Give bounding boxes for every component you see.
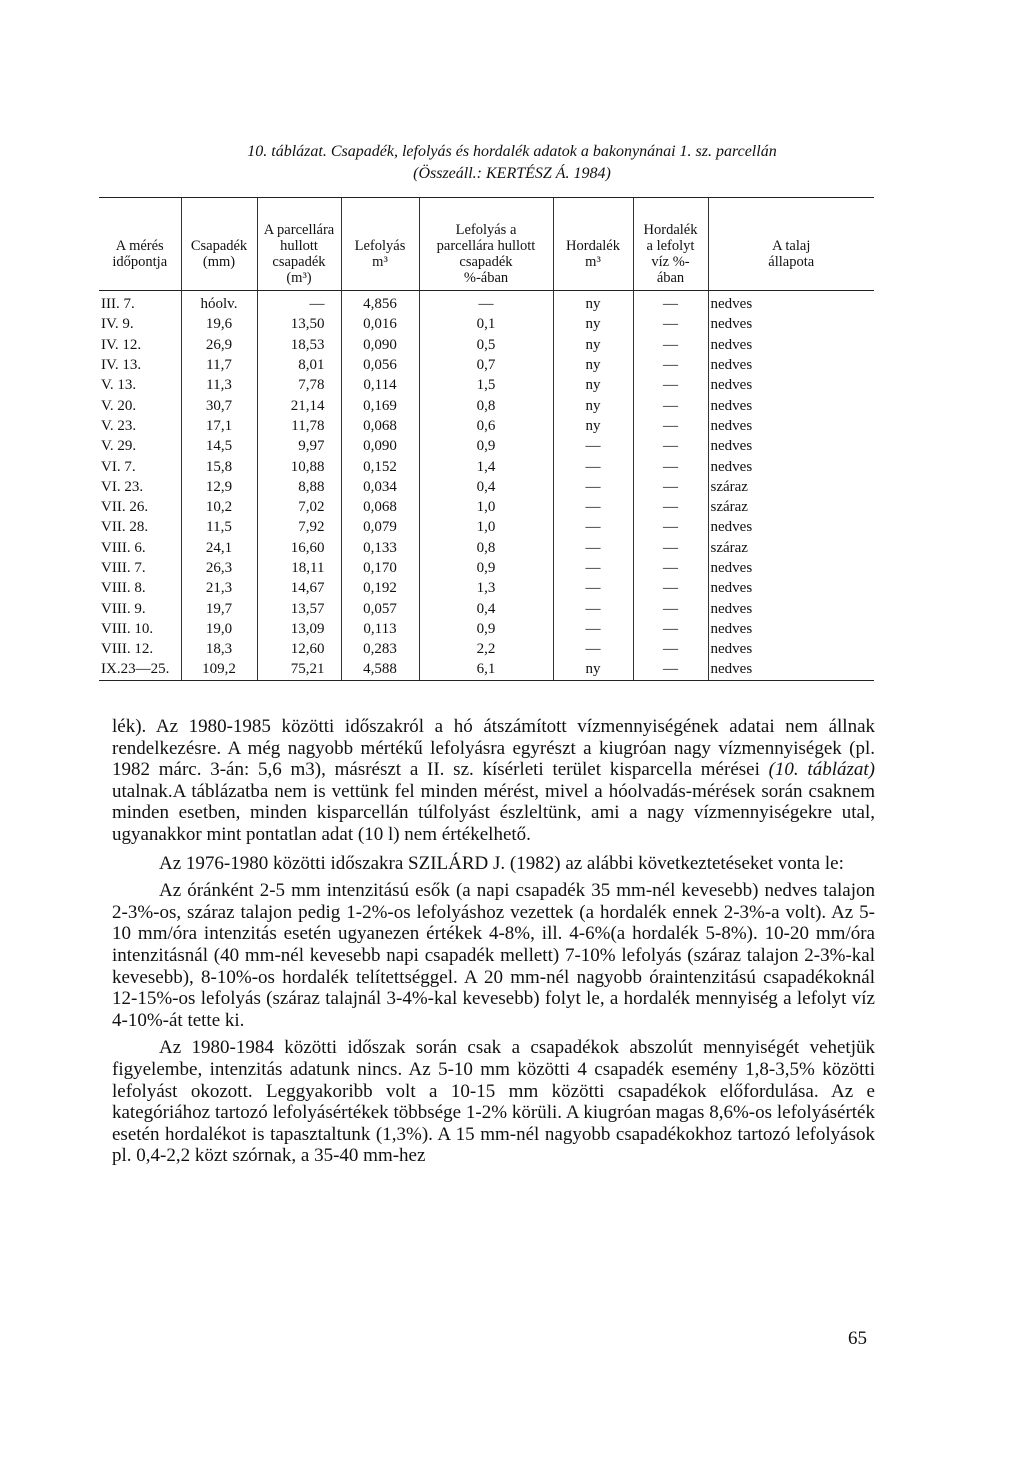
table-row — [99, 375, 874, 395]
cell-precip-parcel: 13,57 — [257, 598, 341, 618]
cell-runoff: 0,114 — [341, 375, 419, 395]
header-soil: A talaj állapota — [708, 198, 874, 291]
cell-date: V. 13. — [101, 377, 137, 394]
cell-precip: 11,7 — [181, 355, 257, 375]
cell-runoff: 0,133 — [341, 538, 419, 558]
cell-date: IV. 13. — [101, 357, 142, 374]
cell-soil: nedves — [708, 578, 874, 598]
cell-sediment-pct: — — [633, 291, 708, 315]
cell-sediment-pct: — — [633, 558, 708, 578]
cell-runoff-pct: 0,4 — [419, 477, 553, 497]
cell-precip: 19,7 — [181, 598, 257, 618]
cell-sediment-pct: — — [633, 477, 708, 497]
cell-precip-parcel: 8,01 — [257, 355, 341, 375]
cell-sediment: — — [553, 598, 633, 618]
cell-date: VIII. 8. — [101, 580, 146, 597]
cell-sediment-pct: — — [633, 375, 708, 395]
cell-precip: 21,3 — [181, 578, 257, 598]
cell-sediment-pct: — — [633, 538, 708, 558]
cell-date: V. 29. — [101, 438, 137, 455]
table-row — [99, 497, 874, 517]
cell-sediment: — — [553, 477, 633, 497]
paragraph-2: Az 1976-1980 közötti időszakra SZILÁRD J. (1982) az alábbi következtetéseket vonta le: — [159, 852, 844, 874]
cell-sediment: — — [553, 558, 633, 578]
cell-sediment-pct: — — [633, 659, 708, 680]
cell-soil: nedves — [708, 395, 874, 415]
cell-runoff: 4,588 — [341, 659, 419, 680]
body-text — [112, 716, 875, 1167]
cell-sediment-pct: — — [633, 355, 708, 375]
cell-soil: nedves — [708, 314, 874, 334]
table-row — [99, 436, 874, 456]
header-sediment-pct: Hordalék a lefolyt víz %- ában — [633, 198, 708, 291]
cell-precip-parcel: 7,78 — [257, 375, 341, 395]
cell-date: VII. 26. — [101, 499, 149, 516]
cell-sediment-pct: — — [633, 456, 708, 476]
cell-runoff: 0,057 — [341, 598, 419, 618]
table-row — [99, 355, 874, 375]
cell-soil: nedves — [708, 517, 874, 537]
cell-precip: 30,7 — [181, 395, 257, 415]
table-reference: (10. táblázat) — [768, 759, 875, 781]
cell-runoff: 0,090 — [341, 335, 419, 355]
cell-runoff-pct: 0,1 — [419, 314, 553, 334]
cell-precip-parcel: 13,50 — [257, 314, 341, 334]
cell-precip: hóolv. — [181, 291, 257, 315]
cell-runoff-pct: 0,8 — [419, 538, 553, 558]
cell-precip-parcel: 9,97 — [257, 436, 341, 456]
cell-precip-parcel: — — [257, 291, 341, 315]
cell-precip-parcel: 13,09 — [257, 619, 341, 639]
cell-runoff-pct: 0,4 — [419, 598, 553, 618]
table-row — [99, 517, 874, 537]
cell-precip-parcel: 8,88 — [257, 477, 341, 497]
cell-runoff: 0,079 — [341, 517, 419, 537]
cell-runoff-pct: 1,3 — [419, 578, 553, 598]
cell-runoff: 0,068 — [341, 497, 419, 517]
cell-sediment-pct: — — [633, 335, 708, 355]
cell-runoff-pct: 1,0 — [419, 497, 553, 517]
cell-precip-parcel: 7,92 — [257, 517, 341, 537]
cell-sediment-pct: — — [633, 416, 708, 436]
cell-precip-parcel: 12,60 — [257, 639, 341, 659]
cell-runoff-pct: 0,5 — [419, 335, 553, 355]
cell-precip: 18,3 — [181, 639, 257, 659]
table-row — [99, 558, 874, 578]
cell-precip: 10,2 — [181, 497, 257, 517]
cell-runoff-pct: 6,1 — [419, 659, 553, 680]
cell-soil: nedves — [708, 456, 874, 476]
cell-soil: nedves — [708, 659, 874, 680]
cell-sediment: — — [553, 436, 633, 456]
cell-sediment: ny — [553, 291, 633, 315]
cell-date: VI. 7. — [101, 458, 136, 475]
cell-date: IX.23—25. — [99, 659, 181, 680]
cell-sediment: ny — [553, 659, 633, 680]
cell-sediment-pct: — — [633, 497, 708, 517]
cell-sediment: ny — [553, 355, 633, 375]
cell-soil: nedves — [708, 355, 874, 375]
cell-date: VIII. 7. — [101, 560, 146, 576]
cell-runoff: 0,090 — [341, 436, 419, 456]
cell-runoff-pct: 0,7 — [419, 355, 553, 375]
cell-sediment: ny — [553, 395, 633, 415]
header-runoff: Lefolyás m³ — [341, 198, 419, 291]
cell-runoff-pct: 1,4 — [419, 456, 553, 476]
cell-precip-parcel: 75,21 — [257, 659, 341, 680]
paragraph-4: Az 1980-1984 közötti időszak során csak a csapadékok abszolút mennyiségét vehetjük figyelembe, intenzitás adatunk nincs. Az 5-10 mm közötti 4 csapadék esemény 1,8-3,5% közötti lefolyást okozott. Leggyakoribb volt a 10-15 mm közötti csapadékok előfordulása. Az e kategóriához tartozó lefolyásértékek többsége 1-2% körüli. A kiugróan magas 8,6%-os lefolyásérték esetén hordalékot is tapasztaltunk (1,3%). A 15 mm-nél nagyobb csapadékokhoz tartozó lefolyások pl. 0,4-2,2 közt szórnak, a 35-40 mm-hez — [112, 1037, 875, 1167]
cell-date: V. 23. — [101, 417, 137, 434]
caption-source: (Összeáll.: KERTÉSZ Á. 1984) — [413, 165, 611, 182]
cell-precip: 24,1 — [181, 538, 257, 558]
cell-precip: 19,0 — [181, 619, 257, 639]
caption-title: 10. táblázat. Csapadék, lefolyás és hordalék adatok a bakonynánai 1. sz. parcellán — [247, 143, 777, 160]
cell-date: VIII. 6. — [101, 539, 146, 556]
cell-date: VI. 23. — [101, 478, 144, 495]
table-row — [99, 659, 874, 680]
cell-sediment-pct: — — [633, 436, 708, 456]
table-row — [99, 639, 874, 659]
cell-sediment: ny — [553, 375, 633, 395]
cell-runoff-pct: 1,5 — [419, 375, 553, 395]
table-caption — [0, 141, 1024, 185]
cell-runoff-pct: 2,2 — [419, 639, 553, 659]
cell-runoff: 0,169 — [341, 395, 419, 415]
cell-soil: száraz — [708, 538, 874, 558]
cell-precip-parcel: 18,11 — [257, 558, 341, 578]
cell-precip-parcel: 7,02 — [257, 497, 341, 517]
cell-precip: 109,2 — [181, 659, 257, 680]
cell-runoff-pct: — — [419, 291, 553, 315]
table-row — [99, 578, 874, 598]
cell-precip-parcel: 18,53 — [257, 335, 341, 355]
cell-sediment-pct: — — [633, 619, 708, 639]
cell-soil: száraz — [708, 477, 874, 497]
cell-date: III. 7. — [101, 296, 135, 313]
header-runoff-pct: Lefolyás a parcellára hullott csapadék %-ában — [419, 198, 553, 291]
table-row — [99, 395, 874, 415]
table-row — [99, 619, 874, 639]
paragraph-3: Az óránként 2-5 mm intenzitású esők (a napi csapadék 35 mm-nél kevesebb) nedves talajon 2-3%-os, száraz talajon pedig 1-2%-os lefolyáshoz vezettek (a hordalék ennek 2-3%-a volt). Az 5-10 mm/óra intenzitás esetén ugyanezen értékek 4-8%, ill. 4-6%(a hordalék 5-8%). 10-20 mm/óra intenzitásnál (40 mm-nél kevesebb napi csapadék mellett) 7-10% lefolyás (száraz talajon 2-3%-kal kevesebb), 8-10%-os hordalék telítettséggel. A 20 mm-nél nagyobb óraintenzitású csapadékoknál 12-15%-os lefolyás (száraz talajnál 3-4%-kal kevesebb) folyt le, a hordalék mennyiség a lefolyt víz 4-10%-át tette ki. — [112, 880, 875, 1031]
cell-soil: nedves — [708, 335, 874, 355]
cell-runoff: 0,152 — [341, 456, 419, 476]
table-row — [99, 314, 874, 334]
cell-sediment: — — [553, 578, 633, 598]
header-sediment: Hordalék m³ — [553, 198, 633, 291]
cell-runoff-pct: 1,0 — [419, 517, 553, 537]
cell-sediment: — — [553, 517, 633, 537]
cell-soil: nedves — [708, 558, 874, 578]
cell-precip-parcel: 16,60 — [257, 538, 341, 558]
cell-soil: nedves — [708, 416, 874, 436]
cell-date: VIII. 10. — [101, 620, 154, 637]
cell-runoff: 0,170 — [341, 558, 419, 578]
cell-soil: nedves — [708, 598, 874, 618]
table-row — [99, 416, 874, 436]
cell-runoff-pct: 0,9 — [419, 619, 553, 639]
cell-sediment: — — [553, 497, 633, 517]
cell-precip: 17,1 — [181, 416, 257, 436]
cell-precip-parcel: 21,14 — [257, 395, 341, 415]
cell-runoff: 0,068 — [341, 416, 419, 436]
cell-sediment-pct: — — [633, 395, 708, 415]
cell-date: VIII. 12. — [101, 641, 154, 658]
cell-sediment-pct: — — [633, 517, 708, 537]
table-row — [99, 538, 874, 558]
cell-soil: nedves — [708, 436, 874, 456]
cell-precip-parcel: 11,78 — [257, 416, 341, 436]
cell-precip: 26,9 — [181, 335, 257, 355]
cell-sediment: — — [553, 538, 633, 558]
table-header-row — [99, 198, 874, 291]
cell-precip: 14,5 — [181, 436, 257, 456]
cell-runoff: 0,113 — [341, 619, 419, 639]
cell-sediment: — — [553, 639, 633, 659]
cell-soil: nedves — [708, 639, 874, 659]
cell-runoff: 0,016 — [341, 314, 419, 334]
data-table — [99, 197, 874, 681]
cell-sediment-pct: — — [633, 639, 708, 659]
cell-precip: 11,5 — [181, 517, 257, 537]
header-precip-parcel: A parcellára hullott csapadék (m³) — [257, 198, 341, 291]
cell-soil: nedves — [708, 619, 874, 639]
cell-sediment-pct: — — [633, 314, 708, 334]
cell-soil: nedves — [708, 291, 874, 315]
cell-runoff: 4,856 — [341, 291, 419, 315]
paragraph-1: lék). Az 1980-1985 közötti időszakról a hó átszámított vízmennyiségének adatai nem állnak rendelkezésre. A még nagyobb mértékű lefolyásra egyrészt a kiugróan nagy vízmennyiségek (pl. 1982 márc. 3-án: 5,6 m3), másrészt a II. sz. kísérleti terület kisparcella mérései (10. táblázat) utalnak.A táblázatba nem is vettünk fel minden mérést, mivel a hóolvadás-mérések során csaknem minden esetben, minden kisparcellán túlfolyást észleltünk, ami a nagy vízmennyiségekre utal, ugyanakkor mint pontatlan adat (10 l) nem értékelhető. — [112, 716, 875, 845]
cell-date: VIII. 9. — [101, 600, 146, 617]
cell-date: IV. 12. — [101, 336, 142, 353]
cell-sediment: ny — [553, 314, 633, 334]
cell-runoff: 0,283 — [341, 639, 419, 659]
cell-precip: 15,8 — [181, 456, 257, 476]
cell-runoff-pct: 0,6 — [419, 416, 553, 436]
cell-runoff-pct: 0,9 — [419, 558, 553, 578]
cell-date: VII. 28. — [101, 519, 149, 536]
table-body — [99, 291, 874, 681]
cell-date: V. 20. — [101, 397, 137, 414]
cell-soil: száraz — [708, 497, 874, 517]
table-row — [99, 456, 874, 476]
cell-precip: 26,3 — [181, 558, 257, 578]
header-date: A mérés időpontja — [99, 198, 181, 291]
cell-precip-parcel: 14,67 — [257, 578, 341, 598]
cell-soil: nedves — [708, 375, 874, 395]
table-row — [99, 291, 874, 315]
cell-sediment-pct: — — [633, 598, 708, 618]
table-row — [99, 335, 874, 355]
cell-sediment: ny — [553, 335, 633, 355]
cell-sediment: ny — [553, 416, 633, 436]
cell-runoff: 0,056 — [341, 355, 419, 375]
cell-runoff: 0,192 — [341, 578, 419, 598]
cell-sediment-pct: — — [633, 578, 708, 598]
cell-date: IV. 9. — [101, 316, 134, 333]
cell-sediment: — — [553, 456, 633, 476]
table-row — [99, 598, 874, 618]
page-number: 65 — [848, 1328, 867, 1349]
header-precip: Csapadék (mm) — [181, 198, 257, 291]
cell-precip-parcel: 10,88 — [257, 456, 341, 476]
table-row — [99, 477, 874, 497]
cell-sediment: — — [553, 619, 633, 639]
cell-runoff: 0,034 — [341, 477, 419, 497]
cell-runoff-pct: 0,9 — [419, 436, 553, 456]
cell-precip: 19,6 — [181, 314, 257, 334]
cell-runoff-pct: 0,8 — [419, 395, 553, 415]
cell-precip: 12,9 — [181, 477, 257, 497]
cell-precip: 11,3 — [181, 375, 257, 395]
